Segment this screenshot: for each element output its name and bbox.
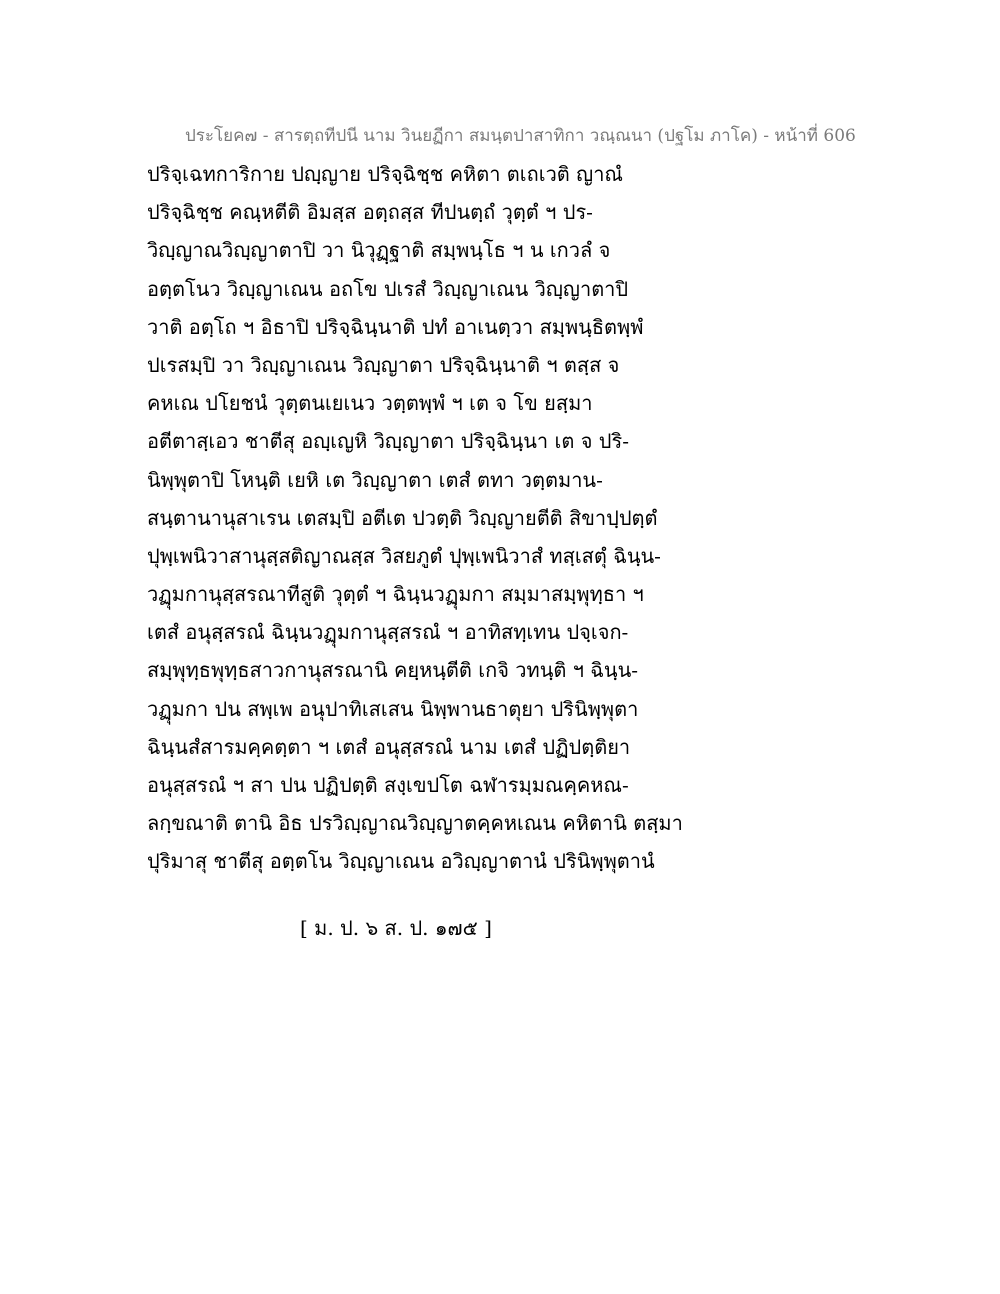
text-line: อตีตาสฺเอว ชาตีสุ อญฺเญหิ วิญฺญาตา ปริจฺฉินฺนา เต จ ปริ- — [147, 429, 629, 454]
text-line: คหเณ ปโยชนํ วุตฺตนเยเนว วตฺตพฺพํ ฯ เต จ โข ยสฺมา — [147, 391, 593, 416]
text-line: นิพฺพุตาปิ โหนฺติ เยหิ เต วิญฺญาตา เตสํ ตทา วตฺตมาน- — [147, 467, 603, 492]
text-line: ปุพฺเพนิวาสานุสฺสติญาณสฺส วิสยภูตํ ปุพฺเพนิวาสํ ทสฺเสตุํ ฉินฺน- — [147, 543, 661, 568]
text-line: สนฺตานานุสาเรน เตสมฺปิ อตีเต ปวตฺติ วิญฺญายตีติ สิขาปฺปตฺตํ — [147, 505, 658, 530]
text-line: วฏุมกา ปน สพฺเพ อนุปาทิเสเสน นิพฺพานธาตุยา ปรินิพฺพุตา — [147, 696, 639, 721]
body-text — [147, 161, 867, 887]
text-line: เตสํ อนุสฺสรณํ ฉินฺนวฏุมกานุสฺสรณํ ฯ อาทิสทฺเทน ปจฺเจก- — [147, 620, 629, 645]
running-head-text: ประโยค๗ - สารตฺถทีปนี นาม วินยฏีกา สมนฺตปาสาทิกา วณฺณนา (ปฐโม ภาโค) - หน้าที่ 606 — [185, 126, 856, 146]
text-line: วิญฺญาณวิญฺญาตาปิ วา นิวุฏฺฐาติ สมฺพนฺโธ ฯ น เกวลํ จ — [147, 238, 611, 263]
text-line: อตฺตโนว วิญฺญาเณน อถโข ปเรสํ วิญฺญาเณน วิญฺญาตาปิ — [147, 276, 629, 301]
text-line: ปริจฺฉิชฺช คณฺหตีติ อิมสฺส อตฺถสฺส ทีปนตฺถํ วุตฺตํ ฯ ปร- — [147, 200, 593, 225]
text-line: สมฺพุทฺธพุทฺธสาวกานุสรณานิ คยฺหนฺตีติ เกจิ วทนฺติ ฯ ฉินฺน- — [147, 658, 639, 683]
page-reference: [ ม. ป. ๖ ส. ป. ๑๗๕ ] — [300, 916, 492, 940]
text-line: ปุริมาสุ ชาตีสุ อตฺตโน วิญฺญาเณน อวิญฺญาตานํ ปรินิพฺพุตานํ — [147, 849, 655, 874]
text-line: วาติ อตฺโถ ฯ อิธาปิ ปริจฺฉินฺนาติ ปทํ อาเนตฺวา สมฺพนฺธิตพฺพํ — [147, 314, 644, 339]
text-line: อนุสฺสรณํ ฯ สา ปน ปฏิปตฺติ สงฺเขปโต ฉฬารมฺมณคฺคหณ- — [147, 773, 629, 797]
text-line: ฉินฺนสํสารมคฺคตฺตา ฯ เตสํ อนุสฺสรณํ นาม เตสํ ปฏิปตฺติยา — [147, 734, 631, 759]
text-line: ปริจฺเฉทการิกาย ปญฺญาย ปริจฺฉิชฺช คหิตา ตเถเวติ ญาณํ — [147, 162, 623, 186]
text-line: วฏุมกานุสฺสรณาทีสูติ วุตฺตํ ฯ ฉินฺนวฏุมกา สมฺมาสมฺพุทฺธา ฯ — [147, 582, 644, 607]
text-line: ปเรสมฺปิ วา วิญฺญาเณน วิญฺญาตา ปริจฺฉินฺนาติ ฯ ตสฺส จ — [147, 352, 620, 377]
text-line: ลกฺขณาติ ตานิ อิธ ปรวิญฺญาณวิญฺญาตคฺคหเณน คหิตานิ ตสฺมา — [147, 811, 683, 836]
page-header — [185, 124, 856, 148]
